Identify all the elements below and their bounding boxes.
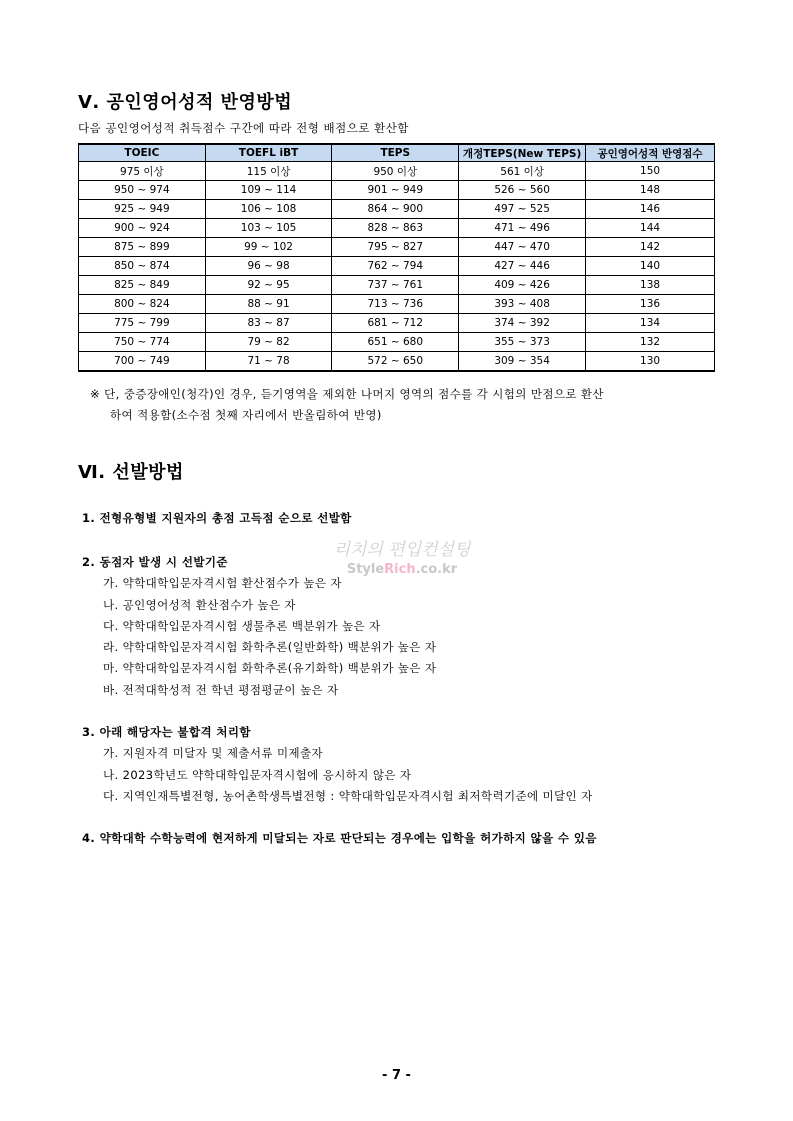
table-cell: 713 ~ 736 [332,295,459,314]
watermark-line-1: 리치의 편입컨설팅 [333,540,471,560]
column-header: TEPS [332,144,459,162]
table-cell: 828 ~ 863 [332,219,459,238]
table-cell: 850 ~ 874 [79,257,206,276]
table-cell: 572 ~ 650 [332,352,459,372]
section-6-title: Ⅵ. 선발방법 [78,462,184,483]
table-cell: 146 [586,200,715,219]
table-cell: 471 ~ 496 [459,219,586,238]
table-row [79,314,715,333]
table-row [79,276,715,295]
table-cell: 762 ~ 794 [332,257,459,276]
table-cell: 92 ~ 95 [205,276,332,295]
table-row [79,257,715,276]
tiebreak-sub-6: 바. 전적대학성적 전 학년 평점평균이 높은 자 [103,683,339,697]
table-cell: 115 이상 [205,162,332,181]
table-cell: 651 ~ 680 [332,333,459,352]
table-cell: 875 ~ 899 [79,238,206,257]
table-cell: 134 [586,314,715,333]
table-cell: 900 ~ 924 [79,219,206,238]
table-cell: 700 ~ 749 [79,352,206,372]
table-cell: 140 [586,257,715,276]
table-header-row [79,144,715,162]
table-cell: 795 ~ 827 [332,238,459,257]
table-cell: 800 ~ 824 [79,295,206,314]
table-cell: 79 ~ 82 [205,333,332,352]
table-cell: 106 ~ 108 [205,200,332,219]
table-cell: 150 [586,162,715,181]
tiebreak-sub-5: 마. 약학대학입문자격시험 화학추론(유기화학) 백분위가 높은 자 [103,661,437,675]
english-score-table [78,143,715,372]
table-cell: 409 ~ 426 [459,276,586,295]
table-row [79,352,715,372]
table-cell: 950 이상 [332,162,459,181]
table-cell: 103 ~ 105 [205,219,332,238]
table-body [79,162,715,372]
watermark-brand-c: .co.kr [415,562,458,577]
disqualify-sub-3: 다. 지역인재특별전형, 농어촌학생특별전형 : 약학대학입문자격시험 최저학력기준에 미달인 자 [103,789,593,803]
column-header: TOEIC [79,144,206,162]
table-cell: 138 [586,276,715,295]
table-row [79,181,715,200]
disqualify-title: 3. 아래 해당자는 불합격 처리함 [82,725,251,739]
table-cell: 132 [586,333,715,352]
table-cell: 88 ~ 91 [205,295,332,314]
table-cell: 925 ~ 949 [79,200,206,219]
section-5-title: Ⅴ. 공인영어성적 반영방법 [78,92,293,113]
disqualify-sub-2: 나. 2023학년도 약학대학입문자격시험에 응시하지 않은 자 [103,768,412,782]
table-cell: 825 ~ 849 [79,276,206,295]
tiebreak-sub-4: 라. 약학대학입문자격시험 화학추론(일반화학) 백분위가 높은 자 [103,640,437,654]
section-5-intro: 다음 공인영어성적 취득점수 구간에 따라 전형 배점으로 환산함 [78,121,409,135]
table-cell: 136 [586,295,715,314]
watermark-brand-a: Style [346,562,385,577]
table-cell: 130 [586,352,715,372]
table-cell: 393 ~ 408 [459,295,586,314]
column-header: 공인영어성적 반영점수 [586,144,715,162]
table-row [79,200,715,219]
table-cell: 142 [586,238,715,257]
table-cell: 497 ~ 525 [459,200,586,219]
table-cell: 355 ~ 373 [459,333,586,352]
table-cell: 975 이상 [79,162,206,181]
table-cell: 737 ~ 761 [332,276,459,295]
table-cell: 775 ~ 799 [79,314,206,333]
watermark [322,535,482,577]
table-cell: 96 ~ 98 [205,257,332,276]
selection-item-1: 1. 전형유형별 지원자의 총점 고득점 순으로 선발함 [82,511,352,525]
disqualify-sub-1: 가. 지원자격 미달자 및 제출서류 미제출자 [103,746,323,760]
column-header: 개정TEPS(New TEPS) [459,144,586,162]
table-cell: 750 ~ 774 [79,333,206,352]
table-row [79,238,715,257]
table-cell: 109 ~ 114 [205,181,332,200]
table-cell: 681 ~ 712 [332,314,459,333]
table-cell: 309 ~ 354 [459,352,586,372]
column-header: TOEFL iBT [205,144,332,162]
table-cell: 447 ~ 470 [459,238,586,257]
table-cell: 950 ~ 974 [79,181,206,200]
table-cell: 99 ~ 102 [205,238,332,257]
tiebreak-sub-1: 가. 약학대학입문자격시험 환산점수가 높은 자 [103,576,342,590]
table-cell: 374 ~ 392 [459,314,586,333]
note-line-1: ※ 단, 중증장애인(청각)인 경우, 듣기영역을 제외한 나머지 영역의 점수를 각 시험의 만점으로 환산 [90,387,604,401]
table-cell: 427 ~ 446 [459,257,586,276]
tiebreak-sub-3: 다. 약학대학입문자격시험 생물추론 백분위가 높은 자 [103,619,381,633]
table-cell: 144 [586,219,715,238]
table-cell: 561 이상 [459,162,586,181]
table-cell: 71 ~ 78 [205,352,332,372]
table-cell: 901 ~ 949 [332,181,459,200]
note-line-2: 하여 적용함(소수점 첫째 자리에서 반올림하여 반영) [110,408,382,422]
hearing-impaired-note [90,384,716,426]
watermark-brand [322,562,482,577]
page-number: - 7 - [382,1068,411,1083]
selection-item-4: 4. 약학대학 수학능력에 현저하게 미달되는 자로 판단되는 경우에는 입학을 허가하지 않을 수 있음 [82,831,597,845]
tiebreak-sub-2: 나. 공인영어성적 환산점수가 높은 자 [103,598,296,612]
table-row [79,162,715,181]
table-row [79,295,715,314]
table-cell: 148 [586,181,715,200]
table-row [79,219,715,238]
tiebreak-title: 2. 동점자 발생 시 선발기준 [82,555,228,569]
table-cell: 83 ~ 87 [205,314,332,333]
table-row [79,333,715,352]
table-cell: 864 ~ 900 [332,200,459,219]
table-cell: 526 ~ 560 [459,181,586,200]
watermark-brand-b: Rich [384,562,416,577]
